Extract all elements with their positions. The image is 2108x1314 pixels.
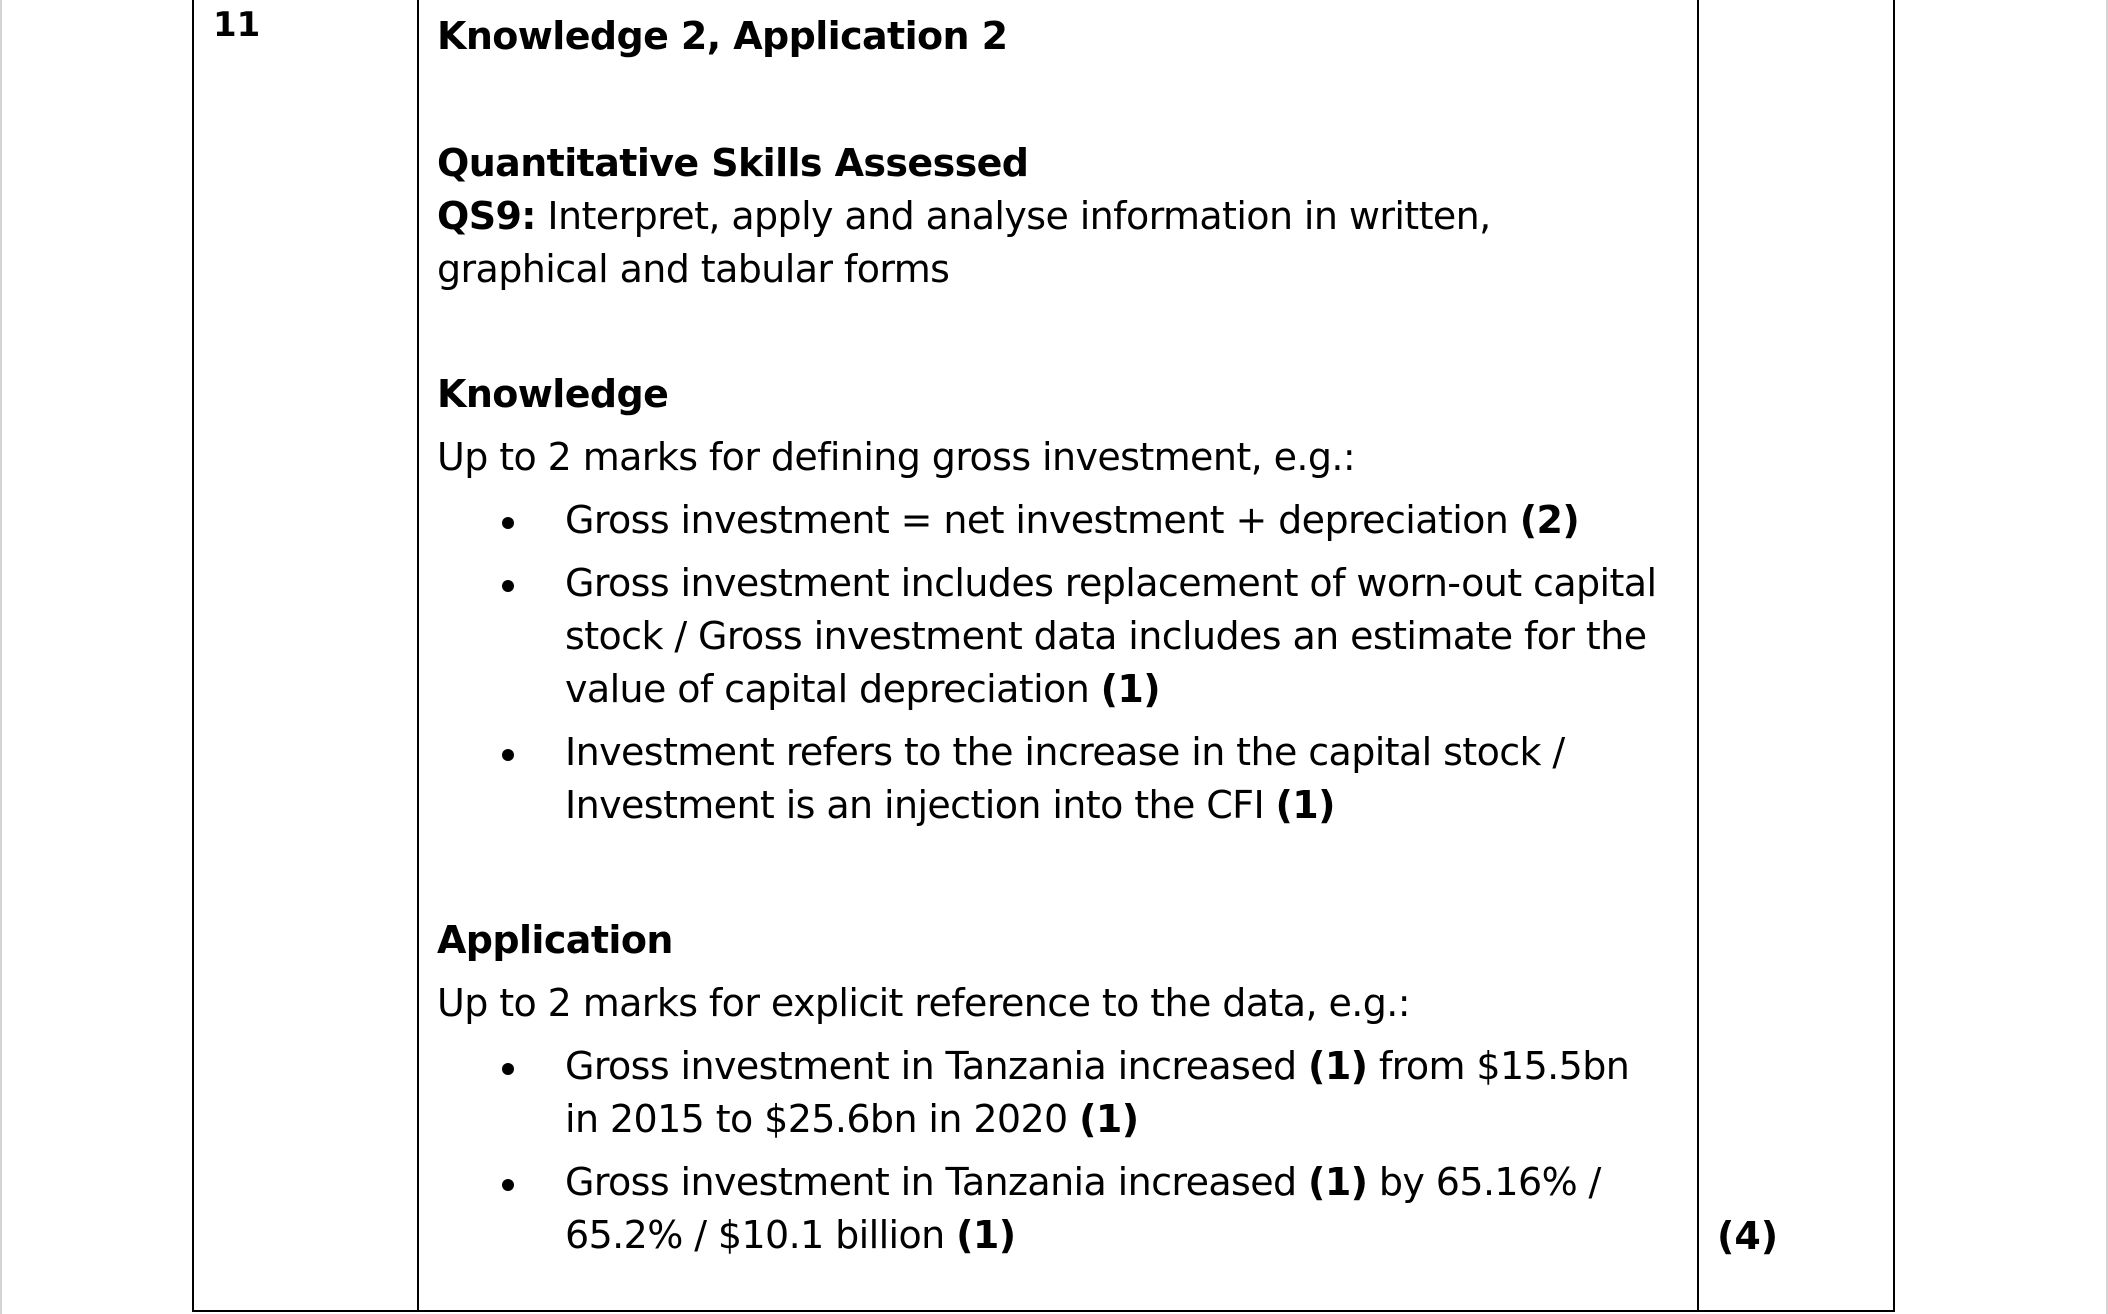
mark-label: (2) [1519,498,1580,542]
mark-label: (1) [1100,667,1161,711]
table-border-left [192,0,194,1312]
qs-code: QS9: [437,194,536,238]
bullet-icon [502,580,514,592]
knowledge-list [437,494,1667,832]
table-border-right [1893,0,1895,1312]
qs-description: Interpret, apply and analyse information in written, graphical and tabular forms [437,194,1491,291]
bullet-icon [502,1063,514,1075]
bullet-icon [502,749,514,761]
mark-label: (1) [1275,783,1335,827]
list-item: Gross investment = net investment + depreciation (2) [437,494,1667,547]
list-item: Gross investment in Tanzania increased (1) by 65.16% / 65.2% / $10.1 billion (1) [437,1156,1667,1262]
mark-label: (1) [956,1213,1016,1257]
table-border-col2 [417,0,419,1312]
knowledge-title: Knowledge [437,372,669,416]
application-list [437,1040,1667,1262]
table-border-col3 [1697,0,1699,1312]
list-item: Gross investment includes replacement of worn-out capital stock / Gross investment data includes an estimate for the value of capital depreciation (1) [437,557,1667,716]
mark-label: (1) [1308,1160,1368,1204]
row-heading: Knowledge 2, Application 2 [437,14,1008,58]
knowledge-intro: Up to 2 marks for defining gross investment, e.g.: [437,435,1356,479]
page-left-edge [0,0,2,1314]
qs-title: Quantitative Skills Assessed [437,141,1029,185]
question-number: 11 [213,5,261,45]
guidance-cell [437,10,1667,1272]
table-border-bottom [192,1310,1895,1312]
total-marks: (4) [1717,1214,1779,1258]
application-title: Application [437,918,673,962]
list-item: Gross investment in Tanzania increased (1) from $15.5bn in 2015 to $25.6bn in 2020 (1) [437,1040,1667,1146]
application-intro: Up to 2 marks for explicit reference to the data, e.g.: [437,981,1410,1025]
qs-line [437,190,1667,296]
bullet-icon [502,517,514,529]
bullet-icon [502,1179,514,1191]
mark-label: (1) [1079,1097,1139,1141]
mark-label: (1) [1308,1044,1368,1088]
list-item: Investment refers to the increase in the capital stock / Investment is an injection into the CFI (1) [437,726,1667,832]
